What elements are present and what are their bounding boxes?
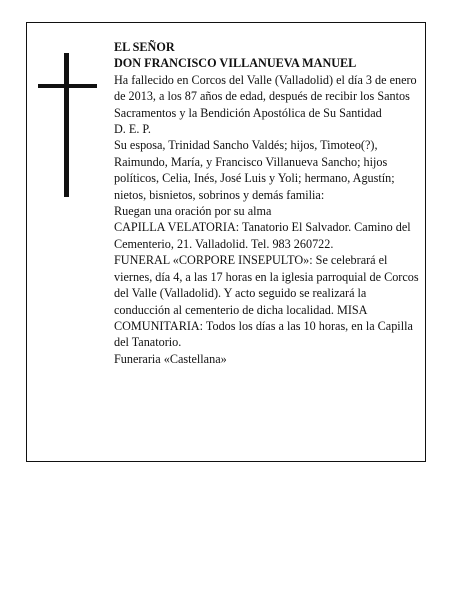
prayer-text: Ruegan una oración por su alma — [114, 204, 272, 219]
chapel-info: CAPILLA VELATORIA: Tanatorio El Salvador. Camino del Cementerio, 21. Valladolid. Tel. 983 260722. — [114, 220, 411, 251]
funeral-info: FUNERAL «CORPORE INSEPULTO»: Se celebrará el viernes, día 4, a las 17 horas en la iglesia parroquial de Corcos del Valle (Valladolid). Y acto seguido se realizará la conducción al cementerio de dicha localidad. MISA COMUNITARIA: Todos los días a las 10 horas, en la Capilla del Tanatorio. — [114, 253, 419, 350]
family-text: Su esposa, Trinidad Sancho Valdés; hijos, Timoteo(?), Raimundo, María, y Francisco Villanueva Sancho; hijos políticos, Celia, Inés, José Luis y Yoli; hermano, Agustín; nietos, bisnietos, sobrinos y demás familia: — [114, 138, 395, 202]
cross-icon — [64, 53, 69, 197]
cross-icon-bar — [38, 84, 97, 88]
obituary-text — [114, 39, 424, 367]
death-notice: Ha fallecido en Corcos del Valle (Valladolid) el día 3 de enero de 2013, a los 87 años de edad, después de recibir los Santos Sacramentos y la Bendición Apostólica de Su Santidad — [114, 72, 417, 120]
rip-text: D. E. P. — [114, 122, 151, 137]
deceased-name: DON FRANCISCO VILLANUEVA MANUEL — [114, 56, 357, 71]
funeral-home: Funeraria «Castellana» — [114, 351, 227, 366]
heading: EL SEÑOR — [114, 40, 175, 54]
